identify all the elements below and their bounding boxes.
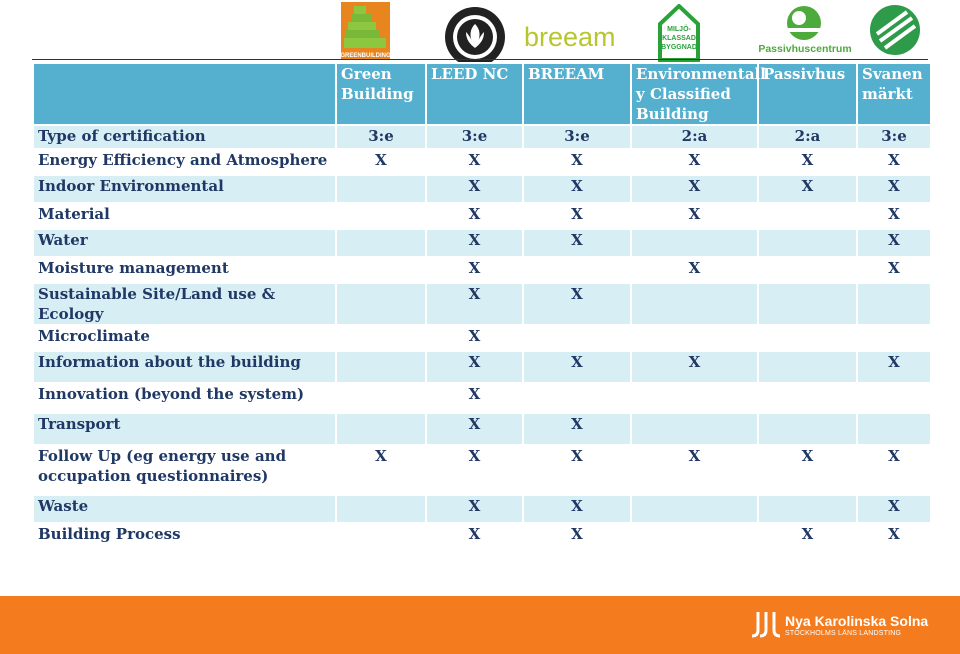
footer-brand-subtitle: STOCKHOLMS LÄNS LANDSTING — [785, 630, 902, 637]
greenbuilding-logo-text: GREENBUILDING — [341, 53, 390, 59]
row-label: Indoor Environmental — [33, 175, 336, 203]
cell-svanen-markt: X — [857, 257, 931, 283]
cell-green-building — [336, 203, 426, 229]
cell-leed-nc: X — [426, 383, 523, 413]
cell-svanen-markt: X — [857, 203, 931, 229]
table-row — [33, 445, 931, 495]
cell-passivhus: X — [758, 149, 857, 175]
cell-environmentally-classified: X — [631, 175, 758, 203]
table-row — [33, 203, 931, 229]
cell-passivhus: X — [758, 175, 857, 203]
cell-green-building — [336, 257, 426, 283]
miljo-line-2: KLASSAD — [662, 35, 696, 42]
cell-svanen-markt: X — [857, 351, 931, 383]
cell-green-building — [336, 413, 426, 445]
cell-breeam: X — [523, 149, 631, 175]
cell-green-building — [336, 495, 426, 523]
col-header-breeam: BREEAM — [523, 63, 631, 125]
row-label: Water — [33, 229, 336, 257]
table-row — [33, 229, 931, 257]
cell-breeam: X — [523, 523, 631, 553]
row-label: Sustainable Site/Land use & Ecology — [33, 283, 336, 325]
cell-environmentally-classified: X — [631, 203, 758, 229]
row-label: Innovation (beyond the system) — [33, 383, 336, 413]
cell-passivhus — [758, 257, 857, 283]
cell-breeam: 3:e — [523, 125, 631, 149]
cell-breeam: X — [523, 229, 631, 257]
cell-passivhus: 2:a — [758, 125, 857, 149]
cell-breeam: X — [523, 351, 631, 383]
row-label: Follow Up (eg energy use and occupation questionnaires) — [33, 445, 336, 495]
row-label: Type of certification — [33, 125, 336, 149]
cell-svanen-markt — [857, 383, 931, 413]
cell-environmentally-classified: X — [631, 445, 758, 495]
table-row — [33, 495, 931, 523]
cell-environmentally-classified — [631, 383, 758, 413]
table-row — [33, 283, 931, 325]
cell-svanen-markt: X — [857, 175, 931, 203]
header-divider — [32, 59, 928, 60]
cell-passivhus — [758, 325, 857, 351]
breeam-logo-text: breeam — [524, 22, 616, 52]
cell-green-building — [336, 283, 426, 325]
miljoklassad-byggnad-logo — [656, 4, 702, 62]
cell-leed-nc: X — [426, 495, 523, 523]
table-row — [33, 125, 931, 149]
cell-leed-nc: 3:e — [426, 125, 523, 149]
cell-green-building — [336, 383, 426, 413]
cell-environmentally-classified — [631, 229, 758, 257]
table-row — [33, 175, 931, 203]
col-header-passivhus: Passivhus — [758, 63, 857, 125]
cell-environmentally-classified — [631, 325, 758, 351]
table-header-row — [33, 63, 931, 125]
table-row — [33, 413, 931, 445]
header-corner-cell — [33, 63, 336, 125]
cell-green-building — [336, 229, 426, 257]
footer-brand-name: Nya Karolinska Solna — [785, 613, 929, 629]
passivhuscentrum-logo — [753, 4, 857, 58]
col-header-leed-nc: LEED NC — [426, 63, 523, 125]
cell-breeam: X — [523, 495, 631, 523]
cell-environmentally-classified: X — [631, 257, 758, 283]
cell-passivhus: X — [758, 523, 857, 553]
nya-karolinska-logo-icon — [752, 612, 780, 642]
cell-environmentally-classified — [631, 283, 758, 325]
row-label: Material — [33, 203, 336, 229]
cell-breeam: X — [523, 203, 631, 229]
cell-leed-nc: X — [426, 351, 523, 383]
row-label: Transport — [33, 413, 336, 445]
cell-breeam — [523, 383, 631, 413]
greenbuilding-logo — [341, 2, 390, 60]
cell-breeam — [523, 325, 631, 351]
svanen-logo — [867, 4, 923, 56]
cell-passivhus — [758, 283, 857, 325]
cell-leed-nc: X — [426, 175, 523, 203]
cell-passivhus — [758, 351, 857, 383]
cell-leed-nc: X — [426, 283, 523, 325]
row-label: Energy Efficiency and Atmosphere — [33, 149, 336, 175]
table-row — [33, 257, 931, 283]
certification-comparison-table — [32, 62, 932, 554]
cell-breeam: X — [523, 283, 631, 325]
passivhuscentrum-logo-text: Passivhuscentrum — [758, 43, 852, 55]
cell-passivhus — [758, 413, 857, 445]
table-row — [33, 383, 931, 413]
row-label: Building Process — [33, 523, 336, 553]
cell-svanen-markt — [857, 325, 931, 351]
table-row — [33, 149, 931, 175]
miljo-line-1: MILJÖ- — [667, 26, 691, 33]
cell-leed-nc: X — [426, 413, 523, 445]
col-header-svanen-markt: Svanen märkt — [857, 63, 931, 125]
cell-leed-nc: X — [426, 257, 523, 283]
cell-green-building: X — [336, 149, 426, 175]
table-row — [33, 325, 931, 351]
cell-svanen-markt: X — [857, 229, 931, 257]
cell-svanen-markt: X — [857, 495, 931, 523]
cell-green-building: 3:e — [336, 125, 426, 149]
cell-leed-nc: X — [426, 203, 523, 229]
row-label: Moisture management — [33, 257, 336, 283]
cell-leed-nc: X — [426, 229, 523, 257]
cell-svanen-markt: X — [857, 445, 931, 495]
cell-svanen-markt — [857, 283, 931, 325]
row-label: Microclimate — [33, 325, 336, 351]
cell-breeam: X — [523, 445, 631, 495]
cell-environmentally-classified — [631, 523, 758, 553]
cell-breeam: X — [523, 175, 631, 203]
cell-passivhus — [758, 383, 857, 413]
cell-green-building — [336, 175, 426, 203]
cell-environmentally-classified: 2:a — [631, 125, 758, 149]
cell-leed-nc: X — [426, 523, 523, 553]
cell-svanen-markt — [857, 413, 931, 445]
miljo-line-3: BYGGNAD — [661, 44, 697, 51]
cell-leed-nc: X — [426, 445, 523, 495]
row-label: Information about the building — [33, 351, 336, 383]
table-row — [33, 351, 931, 383]
cell-green-building — [336, 325, 426, 351]
cell-svanen-markt: 3:e — [857, 125, 931, 149]
cell-leed-nc: X — [426, 149, 523, 175]
cell-passivhus — [758, 203, 857, 229]
cell-passivhus — [758, 495, 857, 523]
row-label: Waste — [33, 495, 336, 523]
cell-passivhus — [758, 229, 857, 257]
cell-environmentally-classified: X — [631, 149, 758, 175]
cell-green-building: X — [336, 445, 426, 495]
cell-leed-nc: X — [426, 325, 523, 351]
cell-green-building — [336, 523, 426, 553]
cell-svanen-markt: X — [857, 523, 931, 553]
cell-environmentally-classified — [631, 413, 758, 445]
col-header-environmentally-classified-building: Environmentall y Classified Building — [631, 63, 758, 125]
cell-breeam: X — [523, 413, 631, 445]
cell-green-building — [336, 351, 426, 383]
cell-breeam — [523, 257, 631, 283]
table-row — [33, 523, 931, 553]
breeam-logo — [524, 20, 624, 56]
cell-passivhus: X — [758, 445, 857, 495]
col-header-green-building: Green Building — [336, 63, 426, 125]
cell-environmentally-classified: X — [631, 351, 758, 383]
cell-environmentally-classified — [631, 495, 758, 523]
cell-svanen-markt: X — [857, 149, 931, 175]
